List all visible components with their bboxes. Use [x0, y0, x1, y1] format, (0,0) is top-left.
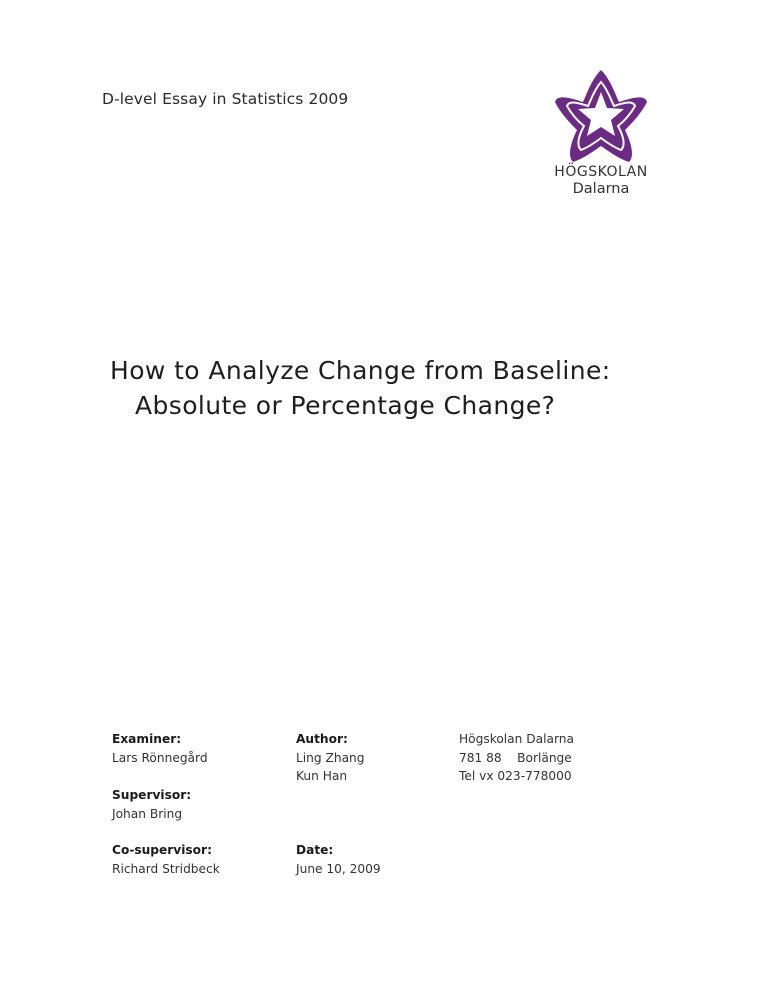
date-value: June 10, 2009 — [296, 861, 381, 876]
examiner-block — [112, 730, 208, 767]
examiner-name: Lars Rönnegård — [112, 750, 208, 765]
essay-title — [110, 353, 670, 423]
supervisor-block — [112, 786, 191, 823]
address-line-1: Högskolan Dalarna — [459, 732, 574, 746]
logo-text-dalarna: Dalarna — [572, 181, 630, 197]
date-block — [296, 841, 381, 878]
logo-text-hogskolan: HÖGSKOLAN — [554, 164, 648, 180]
essay-level-subtitle: D-level Essay in Statistics 2009 — [102, 90, 349, 108]
author-block — [296, 730, 365, 786]
date-label: Date: — [296, 843, 334, 857]
author-name-1: Ling Zhang — [296, 750, 365, 765]
supervisor-name: Johan Bring — [112, 806, 183, 821]
address-line-2: 781 88 Borlänge — [459, 750, 572, 765]
title-line-1: How to Analyze Change from Baseline: — [110, 355, 611, 385]
author-name-2: Kun Han — [296, 769, 348, 783]
star-flower-logo-icon — [538, 64, 664, 164]
cosupervisor-block — [112, 841, 220, 878]
address-block — [459, 730, 574, 786]
examiner-label: Examiner: — [112, 732, 182, 746]
cosupervisor-name: Richard Stridbeck — [112, 861, 220, 876]
supervisor-label: Supervisor: — [112, 788, 192, 802]
cosupervisor-label: Co-supervisor: — [112, 843, 212, 857]
title-line-2: Absolute or Percentage Change? — [135, 390, 556, 420]
author-label: Author: — [296, 732, 348, 746]
university-logo — [538, 64, 664, 204]
address-line-3: Tel vx 023-778000 — [459, 769, 572, 783]
